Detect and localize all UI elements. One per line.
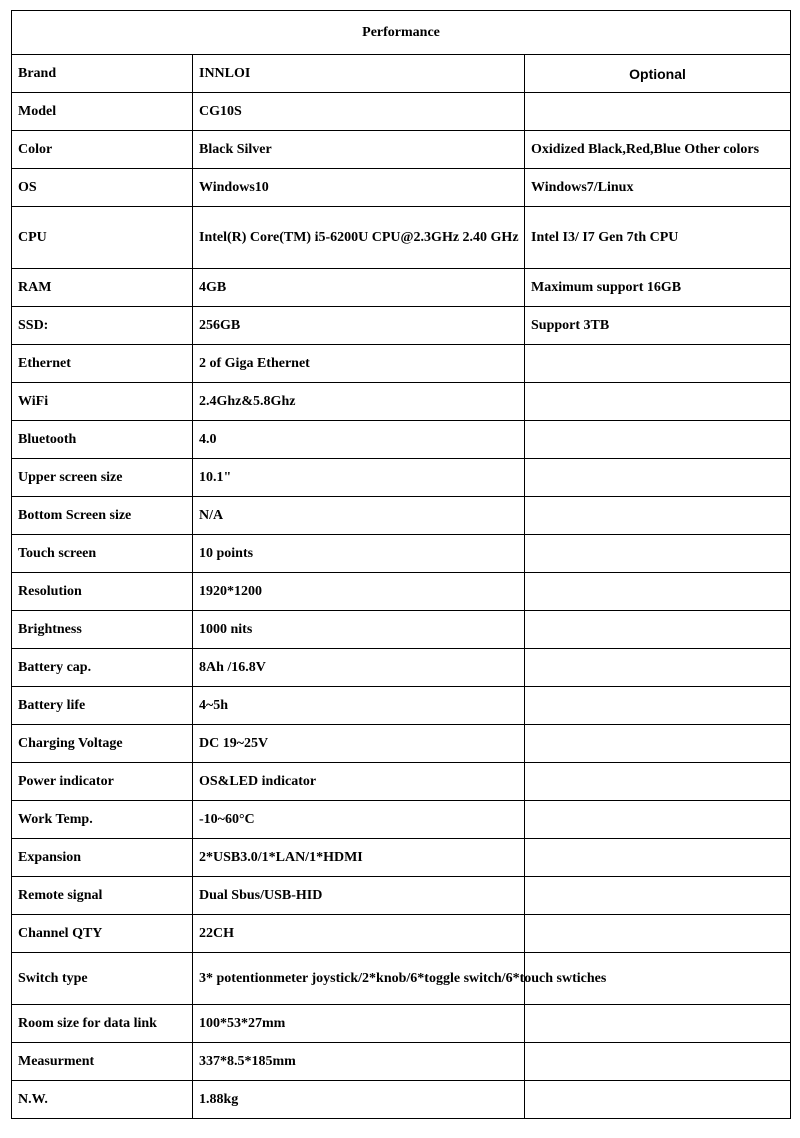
spec-optional <box>525 345 791 383</box>
spec-label: WiFi <box>12 383 193 421</box>
spec-optional: Maximum support 16GB <box>525 269 791 307</box>
spec-row <box>12 207 791 269</box>
spec-label: SSD: <box>12 307 193 345</box>
spec-row <box>12 649 791 687</box>
spec-row <box>12 345 791 383</box>
spec-optional <box>525 383 791 421</box>
spec-optional <box>525 93 791 131</box>
spec-value: 22CH <box>193 915 525 953</box>
spec-row <box>12 383 791 421</box>
spec-label: RAM <box>12 269 193 307</box>
spec-value: 4.0 <box>193 421 525 459</box>
spec-row <box>12 1081 791 1119</box>
spec-row <box>12 801 791 839</box>
spec-value: 1920*1200 <box>193 573 525 611</box>
spec-optional <box>525 877 791 915</box>
spec-row <box>12 725 791 763</box>
spec-row <box>12 421 791 459</box>
spec-value: -10~60°C <box>193 801 525 839</box>
spec-label: Bottom Screen size <box>12 497 193 535</box>
spec-row <box>12 877 791 915</box>
spec-label: Measurment <box>12 1043 193 1081</box>
spec-optional <box>525 763 791 801</box>
spec-optional <box>525 611 791 649</box>
spec-value: Black Silver <box>193 131 525 169</box>
spec-optional: Oxidized Black,Red,Blue Other colors <box>525 131 791 169</box>
spec-label: Upper screen size <box>12 459 193 497</box>
spec-label: Battery life <box>12 687 193 725</box>
spec-value: DC 19~25V <box>193 725 525 763</box>
spec-optional <box>525 687 791 725</box>
spec-row <box>12 1005 791 1043</box>
spec-value: 4GB <box>193 269 525 307</box>
spec-optional: Windows7/Linux <box>525 169 791 207</box>
spec-label: Brightness <box>12 611 193 649</box>
spec-row <box>12 307 791 345</box>
spec-value: CG10S <box>193 93 525 131</box>
spec-label: CPU <box>12 207 193 269</box>
spec-value: 1000 nits <box>193 611 525 649</box>
spec-value: 4~5h <box>193 687 525 725</box>
spec-value: 2*USB3.0/1*LAN/1*HDMI <box>193 839 525 877</box>
table-title: Performance <box>12 11 791 55</box>
spec-row <box>12 763 791 801</box>
spec-label: N.W. <box>12 1081 193 1119</box>
spec-row <box>12 459 791 497</box>
spec-label: Bluetooth <box>12 421 193 459</box>
spec-optional <box>525 1005 791 1043</box>
spec-optional <box>525 725 791 763</box>
spec-row <box>12 55 791 93</box>
spec-value: Dual Sbus/USB-HID <box>193 877 525 915</box>
spec-label: Room size for data link <box>12 1005 193 1043</box>
spec-row <box>12 915 791 953</box>
spec-label: Remote signal <box>12 877 193 915</box>
spec-value: INNLOI <box>193 55 525 93</box>
spec-row <box>12 953 791 1005</box>
spec-value: 1.88kg <box>193 1081 525 1119</box>
spec-optional <box>525 1043 791 1081</box>
spec-optional <box>525 497 791 535</box>
spec-label: OS <box>12 169 193 207</box>
spec-label: Channel QTY <box>12 915 193 953</box>
spec-value: OS&LED indicator <box>193 763 525 801</box>
spec-label: Battery cap. <box>12 649 193 687</box>
spec-value: Intel(R) Core(TM) i5-6200U CPU@2.3GHz 2.40 GHz <box>193 207 525 269</box>
spec-value: Windows10 <box>193 169 525 207</box>
spec-row <box>12 169 791 207</box>
spec-row <box>12 687 791 725</box>
spec-optional: Support 3TB <box>525 307 791 345</box>
spec-value: 3* potentionmeter joystick/2*knob/6*toggle switch/6*touch swtiches <box>193 953 525 1005</box>
spec-label: Ethernet <box>12 345 193 383</box>
spec-label: Touch screen <box>12 535 193 573</box>
spec-row <box>12 535 791 573</box>
spec-optional <box>525 1081 791 1119</box>
spec-value: 10 points <box>193 535 525 573</box>
spec-label: Expansion <box>12 839 193 877</box>
spec-row <box>12 93 791 131</box>
spec-row <box>12 497 791 535</box>
performance-table <box>11 10 791 1119</box>
spec-optional <box>525 573 791 611</box>
spec-optional <box>525 915 791 953</box>
spec-row <box>12 1043 791 1081</box>
spec-label: Power indicator <box>12 763 193 801</box>
spec-label: Model <box>12 93 193 131</box>
spec-value: 2.4Ghz&5.8Ghz <box>193 383 525 421</box>
spec-label: Brand <box>12 55 193 93</box>
spec-label: Resolution <box>12 573 193 611</box>
spec-optional <box>525 649 791 687</box>
spec-optional <box>525 421 791 459</box>
spec-label: Charging Voltage <box>12 725 193 763</box>
title-row <box>12 11 791 55</box>
spec-row <box>12 611 791 649</box>
spec-value: 256GB <box>193 307 525 345</box>
optional-header: Optional <box>525 55 791 93</box>
spec-row <box>12 573 791 611</box>
spec-value: 8Ah /16.8V <box>193 649 525 687</box>
spec-optional: Intel I3/ I7 Gen 7th CPU <box>525 207 791 269</box>
spec-label: Switch type <box>12 953 193 1005</box>
spec-value: 2 of Giga Ethernet <box>193 345 525 383</box>
spec-value: 10.1" <box>193 459 525 497</box>
spec-row <box>12 269 791 307</box>
spec-label: Color <box>12 131 193 169</box>
spec-row <box>12 839 791 877</box>
spec-optional <box>525 801 791 839</box>
spec-value: N/A <box>193 497 525 535</box>
spec-optional <box>525 459 791 497</box>
spec-label: Work Temp. <box>12 801 193 839</box>
spec-optional <box>525 535 791 573</box>
spec-optional <box>525 839 791 877</box>
spec-rows <box>12 55 791 1119</box>
spec-value: 337*8.5*185mm <box>193 1043 525 1081</box>
spec-value: 100*53*27mm <box>193 1005 525 1043</box>
spec-row <box>12 131 791 169</box>
